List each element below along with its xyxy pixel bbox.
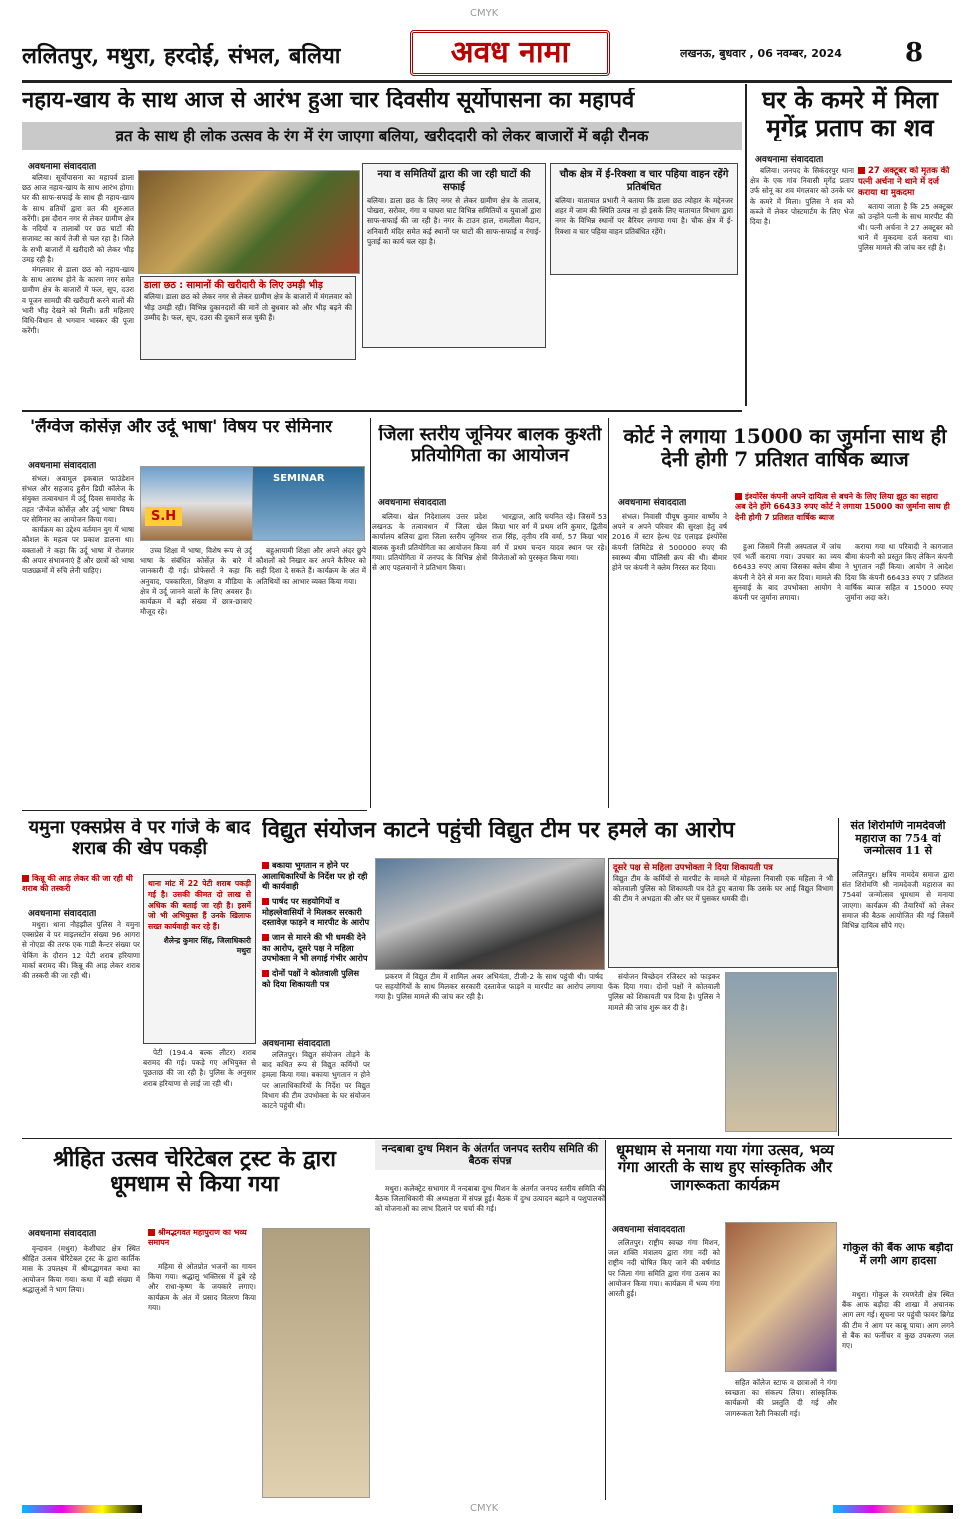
- protest-photo: [375, 858, 605, 970]
- article-text: वृन्दावन (मथुरा) केशीघाट क्षेत्र स्थित श्रीहित उत्सव चेरिटेबल ट्रस्ट के द्वारा कार्तिक मास के उपलक्ष्य में श्रीमद्भागवत कथा का आयोजन किया गया। कथा में बड़ी संख्या में श्रद्धालुओं ने भाग लिया।: [22, 1244, 140, 1294]
- edition-places: ललितपुर, मथुरा, हरदोई, संभल, बलिया: [22, 43, 341, 69]
- headline-seminar: 'लैंग्वेज कोर्सेज़ और उर्दू भाषा' विषय पर सेमिनार: [30, 418, 333, 437]
- print-mark: CMYK: [470, 8, 499, 19]
- print-mark: CMYK: [470, 1503, 499, 1514]
- article-text: ललितपुर। विद्युत संयोजन तोड़ने के बाद कथित रूप से विद्युत कर्मियों पर हमला किया गया। बकाया भुगतान न होने पर आलाधिकारियों के निर्देश पर विद्युत विभाग की टीम उपभोक्ता के घर संयोजन काटने पहुंची थी।: [262, 1050, 370, 1111]
- article-text: मथुरा। गोकुल के रमणरेती क्षेत्र स्थित बैंक आफ बड़ौदा की शाखा में अचानक आग लग गई। सूचना पर पहुंची फायर ब्रिगेड की टीम ने आग पर काबू पाया। आग लगने से बैंक का फर्नीचर व कुछ उपकरण जल गए।: [842, 1290, 954, 1351]
- article-text: मथुरा। कलेक्ट्रेट सभागार में नन्दबाबा दुग्ध मिशन के अंतर्गत जनपद स्तरीय समिति की बैठक जिलाधिकारी की अध्यक्षता में संपन्न हुई। बैठक में दुग्ध उत्पादन बढ़ाने व पशुपालकों को योजनाओं का लाभ दिलाने पर चर्चा की गई।: [375, 1184, 605, 1214]
- seminar-banner-photo: [252, 466, 365, 541]
- article-text: बलिया। जनपद के सिकंदरपुर थाना क्षेत्र के एक गांव निवासी मृगेंद्र प्रताप उर्फ सोनू का शव मंगलवार को उनके घर के कमरे में मिला। पुलिस ने शव को कब्जे में लेकर पोस्टमार्टम के लिए भेज दिया है।: [750, 166, 854, 227]
- headline-electricity-attack: विद्युत संयोजन काटने पहुंची विद्युत टीम पर हमले का आरोप: [262, 818, 735, 843]
- bullet-icon: [148, 1229, 155, 1236]
- article-text: बताया जाता है कि 25 अक्टूबर को उन्होंने पत्नी के साथ मारपीट की थी। पत्नी अर्चना ने 27 अक्टूबर को थाने में मुकदमा दर्ज कराया था। पुलिस मामले की जांच कर रही है।: [858, 202, 953, 253]
- article-text: भारद्वाज, आदि चयनित रहे। जिसमें 53 किग्रा भार वर्ग में प्रथम शनि कुमार, द्वितीय राज सिंह, तृतीय रवि वर्मा, 57 किग्रा भार वर्ग में प्रथम चन्दन यादव स्थान पर रहे। विजेताओं को पुरस्कृत किया गया।: [492, 512, 607, 562]
- bullet-icon: [262, 970, 269, 977]
- bullet-item: पार्षद पर सहयोगियों व मोहल्लेवासियों ने मिलकर सरकारी दस्तावेज़ फाड़ने व मारपीट के आरोप: [262, 895, 370, 928]
- quote-attribution: शैलेन्द्र कुमार सिंह, जिलाधिकारी मथुरा: [163, 935, 251, 955]
- article-text: उच्च शिक्षा में भाषा, विशेष रूप से उर्दू भाषा के संबंधित कोर्सेज़ के बारे में जानकारी दी गई। प्रोफेसरों ने कहा कि अनुवाद, पत्रकारिता, शिक्षण व मीडिया के क्षेत्र में उर्दू जानने वालों के लिए अवसर हैं। कार्यक्रम में बड़ी संख्या में छात्र-छात्राएं मौजूद रहे।: [140, 546, 252, 617]
- headline-bank-fire: गोकुल की बैंक आफ बड़ौदा में लगी आग हादसा: [843, 1242, 953, 1267]
- box-text: बलिया। यातायात प्रभारी ने बताया कि डाला छठ त्योहार के मद्देनजर शहर में जाम की स्थिति उत्पन्न ना हो इसके लिए यातायात विभाग द्वारा नगर के विभिन्न स्थानों पर बैरियर लगाया गया है। चौक क्षेत्र में ई-रिक्शा व चार पहिया वाहन प्रतिबंधित रहेंगे।: [555, 196, 733, 236]
- color-strip: [833, 1505, 953, 1513]
- bullet-icon: [735, 493, 742, 500]
- headline-namdev: संत शिरोमणि नामदेवजी महाराज का 754 वां जन्मोत्सव 11 से: [850, 820, 946, 858]
- headline-milk-mission: नन्दबाबा दुग्ध मिशन के अंतर्गत जनपद स्तरीय समिति की बैठक संपन्न: [375, 1140, 605, 1170]
- article-text: मथुरा। थाना नौहझील पुलिस ने यमुना एक्सप्रेस वे पर माइलस्टोन संख्या 96 आगरा से नोएडा की तरफ एक गाडी कैन्टर संख्या पर चेकिंग के दौरान 12 पेटी शराब हरियाणा मार्का बरामद की। किन्नू की आड़ लेकर शराब की तस्करी की जा रही थी।: [22, 920, 140, 981]
- page-number: 8: [905, 38, 924, 68]
- highlight-note: इंश्योरेंस कंपनी अपने दायित्व से बचने के लिए लिया झूठ का सहारा अब देने होंगे 66433 रुपए कोर्ट ने लगाया 15000 का जुर्माना साथ ही देनी होगी 7 प्रतिशत वार्षिक ब्याज: [735, 492, 950, 522]
- banner-text: SEMINAR: [273, 473, 325, 484]
- article-text: संभल। अवामुल इकबाल फाउंडेशन संभल और सहजाद हुसैन डिग्री कॉलेज के संयुक्त तत्वावधान में उर्दू दिवस समारोह के तहत 'लैंग्वेज कोर्सेज़ और उर्दू भाषा' विषय पर सेमिनार का आयोजन किया गया।: [22, 474, 134, 524]
- article-text: ललितपुर। राष्ट्रीय स्वच्छ गंगा मिशन, जल शक्ति मंत्रालय द्वारा गंगा नदी को राष्ट्रीय नदी घोषित किए जाने की वर्षगांठ पर जिला गंगा समिति द्वारा गंगा उत्सव का आयोजन किया गया। कार्यक्रम में भव्य गंगा आरती हुई।: [608, 1238, 720, 1299]
- subheadline-chhath: व्रत के साथ ही लोक उत्सव के रंग में रंग जाएगा बलिया, खरीददारी को लेकर बाजारों में बढ़ी रौनक: [22, 122, 742, 150]
- newspaper-logo: अवध नामा: [410, 30, 610, 76]
- bullet-icon: [262, 862, 269, 869]
- color-strip: [22, 1505, 142, 1513]
- market-photo: [138, 170, 360, 274]
- article-text: बलिया। सूर्योपासना का महापर्व डाला छठ आज नहाय-खाय के साथ आरंभ होगा। घर की साफ-सफाई के साथ ही नहाय-खाय के साथ व्रतियों द्वारा व्रत की शुरुआत करेंगी। इस दौरान नगर से लेकर ग्रामीण क्षेत्र के नदियों व तालाबों पर छठ घाटों की सजावट का कार्य तेजी से चल रहा है। जिले के सभी बाजारों में खरीदारी को लेकर भीड़ उमड़ रही है।: [22, 173, 134, 264]
- article-text: कराया गया था परिवादी ने कागजात बीमा कंपनी को प्रस्तुत किए लेकिन कंपनी ने भुगतान नहीं किया। आयोग ने आदेश दिया कि कंपनी 66433 रुपए 7 प्रतिशत वार्षिक ब्याज सहित व 15000 रुपए जुर्माना अदा करे।: [845, 542, 953, 603]
- highlight-note: श्रीमद्भगवत महापुराण का भव्य समापन: [148, 1228, 247, 1248]
- article-text: प्रकरण में विद्युत टीम में शामिल अवर अभियंता, टीजी-2 के साथ पहुंची थी। पार्षद पर सहयोगियों के साथ मिलकर सरकारी दस्तावेज फाड़ने व मारपीट का आरोप लगाया गया है। पुलिस मामले की जांच कर रही है।: [375, 972, 603, 1002]
- bullet-icon: [262, 898, 269, 905]
- article-text: महिमा से ओतप्रोत भजनों का गायन किया गया। श्रद्धालु भक्तिरस में डूबे रहे और राधा-कृष्ण के जयकारे लगाए। कार्यक्रम के अंत में प्रसाद वितरण किया गया।: [148, 1262, 256, 1312]
- headline-wrestling: जिला स्तरीय जूनियर बालक कुश्ती प्रतियोगिता का आयोजन: [378, 425, 602, 466]
- box-title: चौक क्षेत्र में ई-रिक्शा व चार पहिया वाहन रहेंगे प्रतिबंधित: [559, 169, 729, 193]
- byline: अवधनामा संवाददाता: [755, 155, 824, 165]
- article-text: सहित कॉलेज स्टाफ व छात्राओं ने गंगा स्वच्छता का संकल्प लिया। सांस्कृतिक कार्यक्रमों की प्रस्तुति दी गई और जागरूकता रैली निकाली गई।: [725, 1378, 837, 1418]
- byline: अवधनामा संवाददाता: [28, 461, 97, 471]
- headline-ganga-utsav: धूमधाम से मनाया गया गंगा उत्सव, भव्य गंगा आरती के साथ हुए सांस्कृतिक और जागरूकता कार्यक्रम: [616, 1142, 834, 1194]
- byline: अवधनामा संवाददाता: [262, 1039, 331, 1049]
- bullet-item: दोनों पक्षों ने कोतवाली पुलिस को दिया शिकायती पत्र: [262, 967, 359, 989]
- article-text: पेटी (194.4 बल्क लीटर) शराब बरामद की गई। पकड़े गए अभियुक्त से पूछताछ की जा रही है। पुलिस के अनुसार शराब हरियाणा से लाई जा रही थी।: [143, 1048, 256, 1088]
- highlight-note: किन्नू की आड़ लेकर की जा रही थी शराब की तस्करी: [22, 874, 133, 894]
- byline: अवधनामा संवाददाता: [378, 498, 447, 508]
- bullet-item: बकाया भुगतान न होने पर आलाधिकारियों के निर्देश पर हो रही थी कार्यवाही: [262, 860, 368, 892]
- headline-body-found: घर के कमरे में मिला मृगेंद्र प्रताप का शव: [762, 86, 938, 142]
- box-title: नया व समितियों द्वारा की जा रही घाटों की सफाई: [377, 169, 531, 193]
- logo-badge: S.H: [145, 507, 182, 526]
- headline-chhath: नहाय-खाय के साथ आज से आरंभ हुआ चार दिवसीय सूर्योपासना का महापर्व: [22, 88, 635, 113]
- news-photo: [725, 972, 837, 1132]
- bullet-item: जान से मारने की भी धमकी देने का आरोप, दूसरे पक्ष ने महिला उपभोक्ता ने भी लगाई गंभीर आरोप: [262, 931, 368, 964]
- box-title: दूसरे पक्ष से महिला उपभोक्ता ने दिया शिकायती पत्र: [613, 863, 773, 873]
- byline: अवधनामा संवाददाता: [28, 162, 97, 172]
- issue-date: लखनऊ, बुधवार , 06 नवम्बर, 2024: [680, 47, 842, 60]
- ganga-aarti-photo: [725, 1222, 837, 1372]
- article-text: संयोजन विच्छेदन रजिस्टर को फाड़कर फेंक दिया गया। दोनों पक्षों ने कोतवाली पुलिस को शिकायती पत्र दिया है। पुलिस ने मामले की जांच शुरू कर दी है।: [608, 972, 720, 1012]
- headline-trust-event: श्रीहित उत्सव चेरिटेबल ट्रस्ट के द्वारा धूमधाम से किया गया: [53, 1147, 336, 1198]
- article-text: बलिया। खेल निदेशालय उत्तर प्रदेश लखनऊ के तत्वावधान में जिला खेल कार्यालय बलिया द्वारा जिला स्तरीय जूनियर बालक कुश्ती प्रतियोगिता का आयोजन किया गया। प्रतियोगिता में जनपद के विभिन्न क्षेत्रों से आए पहलवानों ने प्रतिभाग किया।: [372, 512, 487, 573]
- article-text: कार्यक्रम का उद्देश्य वर्तमान युग में भाषा कौशल के महत्व पर प्रकाश डालना था। वक्ताओं ने कहा कि उर्दू भाषा में रोजगार की अपार संभावनाएं हैं और छात्रों को भाषा पाठ्यक्रमों में रुचि लेनी चाहिए।: [22, 525, 134, 575]
- box-text: बलिया। डाला छठ को लेकर नगर से लेकर ग्रामीण क्षेत्र के बाजारों में मंगलवार को भीड़ उमड़ी रही। विभिन्न दुकानदारों की मानें तो बुधवार को और भीड़ बढ़ने की उम्मीद है। फल, सूप, दउरा की दुकानें सज चुकी हैं।: [144, 292, 352, 322]
- article-text: बहुआयामी शिक्षा और अपने अंदर छुपे कौशलों को निखार कर अपने कैरियर को सही दिशा दे सकते हैं। कार्यक्रम के अंत में अतिथियों का आभार व्यक्त किया गया।: [256, 546, 366, 586]
- bullet-icon: [22, 875, 29, 882]
- article-text: ललितपुर। क्षत्रिय नामदेव समाज द्वारा संत शिरोमणि श्री नामदेवजी महाराज का 754वां जन्मोत्सव धूमधाम से मनाया जाएगा। कार्यक्रम की तैयारियों को लेकर समाज की बैठक आयोजित की गई जिसमें विभिन्न दायित्व सौंपे गए।: [842, 870, 954, 931]
- box-text: बलिया। डाला छठ के लिए नगर से लेकर ग्रामीण क्षेत्र के तालाब, पोखरा, सरोवर, गंगा व घाघरा घाट विभिन्न समितियों व युवाओं द्वारा साफ-सफाई की जा रही है। नगर के टाउन हाल, रामलीला मैदान, शनिवारी मंदिर समेत कई स्थानों पर घाटों की साफ-सफाई व रंगाई-पुताई का कार्य चल रहा है।: [367, 196, 541, 246]
- byline: अवधनामा संवाददाता: [618, 498, 687, 508]
- byline: अवधनामा संवादददाता: [612, 1225, 686, 1235]
- highlight-note: 27 अक्टूबर को मृतक की पत्नी अर्चना ने थाने में दर्ज कराया था मुकदमा: [858, 166, 950, 199]
- box-title: डाला छठ : सामानों की खरीदारी के लिए उमड़ी भीड़: [144, 280, 323, 291]
- headline-court-fine: कोर्ट ने लगाया 15000 का जुर्माना साथ ही देनी होगी 7 प्रतिशत वार्षिक ब्याज: [623, 425, 947, 471]
- box-text: विद्युत टीम के कर्मियों से मारपीट के मामले में मोहल्ला निवासी एक महिला ने भी कोतवाली पुलिस को शिकायती पत्र देते हुए बताया कि उसके घर आई विद्युत विभाग की टीम ने अभद्रता की और घर में घुसकर धमकी दी।: [613, 874, 833, 904]
- article-text: मंगलवार से डाला छठ को नहाय-खाय के साथ आरम्भ होने के कारण नगर समेत ग्रामीण क्षेत्र के बाजारों में फल, सूप, दउरा व पूजन सामग्री की खरीदारी करने वालों की भारी भीड़ देखने को मिली। व्रती महिलाएं विधि-विधान से भगवान भास्कर की पूजा करेंगी।: [22, 264, 134, 336]
- headline-liquor-seized: यमुना एक्सप्रेस वे पर गांजे के बाद शराब की खेप पकड़ी: [28, 818, 251, 859]
- event-photo: [262, 1228, 370, 1498]
- article-text: हुआ जिसमें निजी अस्पताल में जांच एवं भर्ती कराया गया। उपचार का व्यय 66433 रुपए आया जिसका क्लेम बीमा कंपनी ने देने से मना कर दिया। मामले की सुनवाई के बाद उपभोक्ता आयोग ने कंपनी पर जुर्माना लगाया।: [733, 542, 841, 603]
- byline: अवधनामा संवाददाता: [28, 1229, 97, 1239]
- quote-text: थाना मांट में 22 पेटी शराब पकड़ी गई है। उसकी कीमत दो लाख से अधिक की बताई जा रही है। इसमें जो भी अभियुक्त हैं उनके खिलाफ सख्त कार्यवाही कर रहे हैं।: [148, 879, 251, 932]
- article-text: संभल। निवासी पीयूष कुमार वार्ष्णेय ने अपने व अपने परिवार की सुरक्षा हेतु वर्ष 2016 में स्टार हेल्थ एंड एलाइड इंश्योरेंस कंपनी लिमिटेड से 500000 रुपए की स्वास्थ्य बीमा पॉलिसी क्रय की थी। बीमार होने पर कंपनी ने क्लेम निरस्त कर दिया।: [612, 512, 727, 573]
- bullet-icon: [858, 167, 865, 174]
- bullet-icon: [262, 934, 269, 941]
- byline: अवधनामा संवाददाता: [28, 909, 97, 919]
